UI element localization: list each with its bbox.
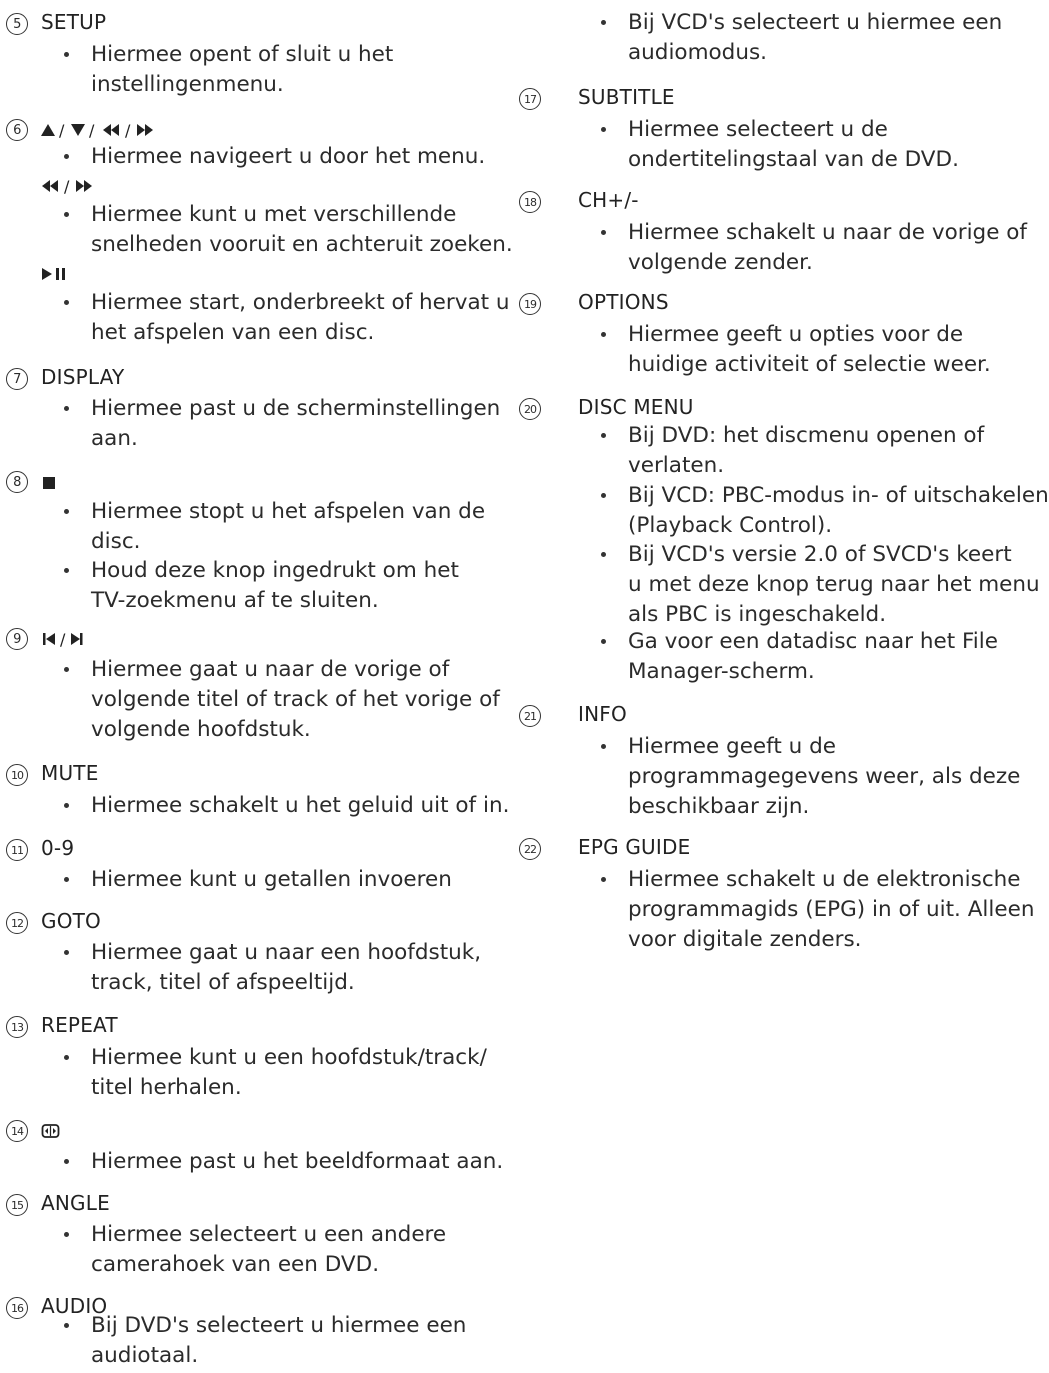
bullet-line: (Playback Control). bbox=[628, 513, 833, 538]
bullet-line: programmagegevens weer, als deze bbox=[628, 764, 1021, 789]
bullet-line: Bij DVD: het discmenu openen of bbox=[628, 423, 985, 448]
item-number: 20 bbox=[519, 398, 541, 420]
bullet-dot bbox=[64, 154, 69, 159]
bullet-line: Bij VCD: PBC-modus in- of uitschakelen bbox=[628, 483, 1049, 508]
bullet-dot bbox=[601, 493, 606, 498]
bullet-dot bbox=[64, 877, 69, 882]
bullet-dot bbox=[64, 406, 69, 411]
bullet-dot bbox=[64, 950, 69, 955]
bullet-line: TV-zoekmenu af te sluiten. bbox=[91, 588, 379, 613]
aspect-ratio-icon bbox=[41, 1117, 63, 1141]
bullet-dot bbox=[64, 300, 69, 305]
bullet-dot bbox=[64, 1323, 69, 1328]
bullet-dot bbox=[64, 1055, 69, 1060]
bullet-dot bbox=[601, 332, 606, 337]
bullet-line: Hiermee selecteert u een andere bbox=[91, 1222, 447, 1247]
svg-text:/: / bbox=[59, 120, 65, 140]
section-title: 0-9 bbox=[41, 836, 75, 860]
bullet-line: beschikbaar zijn. bbox=[628, 794, 810, 819]
bullet-line: programmagids (EPG) in of uit. Alleen bbox=[628, 897, 1035, 922]
play-pause-icon bbox=[40, 265, 80, 283]
bullet-dot bbox=[601, 639, 606, 644]
bullet-line: Hiermee geeft u de bbox=[628, 734, 836, 759]
bullet-line: Hiermee kunt u met verschillende bbox=[91, 202, 457, 227]
section-title: REPEAT bbox=[41, 1013, 118, 1037]
bullet-line: camerahoek van een DVD. bbox=[91, 1252, 380, 1277]
svg-text:/: / bbox=[60, 629, 66, 649]
bullet-dot bbox=[601, 20, 606, 25]
bullet-line: volgende zender. bbox=[628, 250, 813, 275]
item-number: 21 bbox=[519, 705, 541, 727]
bullet-line: Ga voor een datadisc naar het File bbox=[628, 629, 998, 654]
item-number: 15 bbox=[6, 1194, 28, 1216]
section-title: ANGLE bbox=[41, 1191, 110, 1215]
svg-text:/: / bbox=[64, 177, 70, 196]
bullet-dot bbox=[601, 127, 606, 132]
section-title: OPTIONS bbox=[578, 290, 669, 314]
bullet-line: Bij VCD's versie 2.0 of SVCD's keert bbox=[628, 542, 1012, 567]
bullet-line: Hiermee opent of sluit u het bbox=[91, 42, 394, 67]
nav-arrows-icon bbox=[41, 121, 181, 139]
bullet-line: Hiermee past u het beeldformaat aan. bbox=[91, 1149, 504, 1174]
svg-text:/: / bbox=[89, 120, 95, 140]
bullet-line: Hiermee gaat u naar de vorige of bbox=[91, 657, 450, 682]
item-number: 18 bbox=[519, 191, 541, 213]
svg-text:/: / bbox=[125, 120, 131, 140]
bullet-line: Houd deze knop ingedrukt om het bbox=[91, 558, 459, 583]
bullet-line: Hiermee schakelt u de elektronische bbox=[628, 867, 1021, 892]
bullet-line: disc. bbox=[91, 529, 141, 554]
item-number: 11 bbox=[6, 839, 28, 861]
bullet-line: Hiermee past u de scherminstellingen bbox=[91, 396, 501, 421]
bullet-line: Bij VCD's selecteert u hiermee een bbox=[628, 10, 1003, 35]
item-number: 5 bbox=[6, 13, 28, 35]
section-title: CH+/- bbox=[578, 188, 639, 212]
bullet-dot bbox=[64, 1232, 69, 1237]
sublabel-rewind-forward bbox=[40, 171, 130, 201]
bullet-line: Hiermee kunt u getallen invoeren bbox=[91, 867, 452, 892]
item-number: 16 bbox=[6, 1297, 28, 1319]
bullet-line: Hiermee gaat u naar een hoofdstuk, bbox=[91, 940, 482, 965]
bullet-dot bbox=[64, 1159, 69, 1164]
bullet-line: Hiermee start, onderbreekt of hervat u bbox=[91, 290, 510, 315]
item-number: 14 bbox=[6, 1120, 28, 1142]
item-number: 9 bbox=[6, 628, 28, 650]
bullet-line: het afspelen van een disc. bbox=[91, 320, 375, 345]
bullet-line: audiomodus. bbox=[628, 40, 767, 65]
item-number: 17 bbox=[519, 88, 541, 110]
section-title: MUTE bbox=[41, 761, 99, 785]
section-title-nav-icons bbox=[41, 116, 181, 140]
bullet-line: track, titel of afspeeltijd. bbox=[91, 970, 355, 995]
sublabel-play-pause bbox=[40, 259, 80, 289]
prev-next-icon bbox=[41, 625, 111, 649]
bullet-line: Bij DVD's selecteert u hiermee een bbox=[91, 1313, 467, 1338]
section-title: EPG GUIDE bbox=[578, 835, 691, 859]
item-number: 13 bbox=[6, 1016, 28, 1038]
bullet-line: audiotaal. bbox=[91, 1343, 199, 1368]
bullet-line: Hiermee selecteert u de bbox=[628, 117, 888, 142]
bullet-line: verlaten. bbox=[628, 453, 725, 478]
bullet-line: als PBC is ingeschakeld. bbox=[628, 602, 887, 627]
bullet-line: huidige activiteit of selectie weer. bbox=[628, 352, 991, 377]
bullet-line: instellingenmenu. bbox=[91, 72, 284, 97]
bullet-dot bbox=[601, 230, 606, 235]
section-title: AUDIO bbox=[41, 1294, 108, 1318]
item-number: 6 bbox=[6, 119, 28, 141]
section-title: SETUP bbox=[41, 10, 107, 34]
item-number: 8 bbox=[6, 471, 28, 493]
bullet-line: Hiermee stopt u het afspelen van de bbox=[91, 499, 486, 524]
bullet-line: volgende titel of track of het vorige of bbox=[91, 687, 500, 712]
bullet-line: aan. bbox=[91, 426, 138, 451]
bullet-line: Hiermee kunt u een hoofdstuk/track/ bbox=[91, 1045, 487, 1070]
bullet-line: snelheden vooruit en achteruit zoeken. bbox=[91, 232, 513, 257]
bullet-dot bbox=[64, 568, 69, 573]
item-number: 12 bbox=[6, 912, 28, 934]
bullet-dot bbox=[601, 744, 606, 749]
bullet-dot bbox=[64, 509, 69, 514]
item-number: 10 bbox=[6, 764, 28, 786]
bullet-dot bbox=[601, 877, 606, 882]
bullet-dot bbox=[601, 552, 606, 557]
stop-icon bbox=[41, 468, 59, 492]
bullet-dot bbox=[601, 433, 606, 438]
bullet-line: u met deze knop terug naar het menu bbox=[628, 572, 1040, 597]
bullet-dot bbox=[64, 52, 69, 57]
bullet-line: Hiermee geeft u opties voor de bbox=[628, 322, 964, 347]
bullet-dot bbox=[64, 803, 69, 808]
bullet-line: ondertitelingstaal van de DVD. bbox=[628, 147, 959, 172]
section-title: DISPLAY bbox=[41, 365, 125, 389]
item-number: 19 bbox=[519, 293, 541, 315]
rewind-forward-icon bbox=[40, 177, 130, 195]
bullet-line: voor digitale zenders. bbox=[628, 927, 862, 952]
section-title: SUBTITLE bbox=[578, 85, 675, 109]
section-title: INFO bbox=[578, 702, 627, 726]
bullet-line: Hiermee schakelt u naar de vorige of bbox=[628, 220, 1027, 245]
section-title: GOTO bbox=[41, 909, 101, 933]
bullet-dot bbox=[64, 212, 69, 217]
item-number: 22 bbox=[519, 838, 541, 860]
bullet-line: Manager-scherm. bbox=[628, 659, 815, 684]
bullet-dot bbox=[64, 667, 69, 672]
bullet-line: volgende hoofdstuk. bbox=[91, 717, 311, 742]
item-number: 7 bbox=[6, 368, 28, 390]
section-title: DISC MENU bbox=[578, 395, 694, 419]
bullet-line: Hiermee navigeert u door het menu. bbox=[91, 144, 486, 169]
bullet-line: titel herhalen. bbox=[91, 1075, 242, 1100]
bullet-line: Hiermee schakelt u het geluid uit of in. bbox=[91, 793, 510, 818]
